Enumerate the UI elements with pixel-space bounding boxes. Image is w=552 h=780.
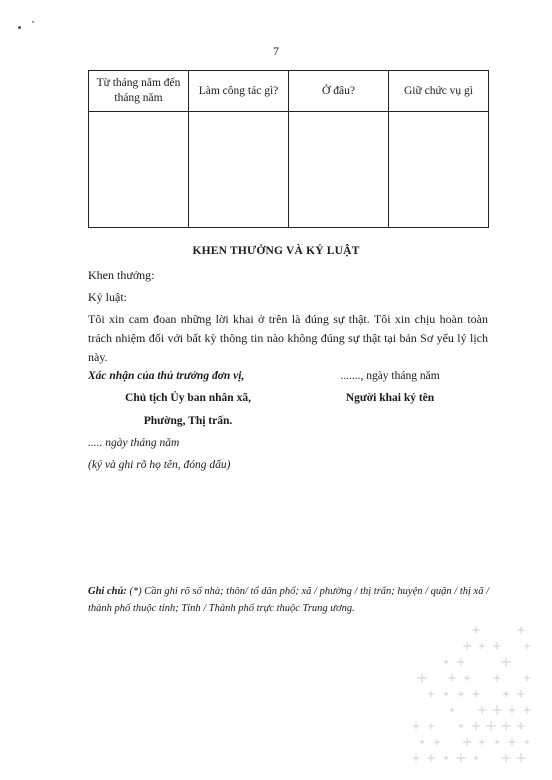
watermark-star xyxy=(444,660,449,665)
table-row xyxy=(89,112,489,228)
commitment-paragraph: Tôi xin cam đoan những lời khai ở trên là đúng sự thật. Tôi xin chịu hoàn toàn trách nhiệm đối với bất kỳ thông tin nào không đúng sự thật tại bản Sơ yếu lý lịch này. xyxy=(88,312,488,364)
declarant-signature-label: Người khai ký tên xyxy=(345,392,435,404)
watermark-star xyxy=(524,643,529,648)
watermark-star xyxy=(458,659,465,666)
left-signature-line3: Phường, Thị trấn. xyxy=(143,415,233,427)
star-pattern-watermark xyxy=(406,622,536,772)
left-signature-line1: Xác nhận của thủ trưởng đơn vị, xyxy=(88,370,245,382)
watermark-star xyxy=(463,642,471,650)
watermark-star xyxy=(524,707,531,714)
section-title: KHEN THƯỞNG VÀ KỶ LUẬT xyxy=(192,245,360,257)
watermark-star xyxy=(517,690,525,698)
page-number: 7 xyxy=(273,44,279,58)
reward-label: Khen thưởng: xyxy=(88,268,155,282)
watermark-star xyxy=(517,626,524,633)
watermark-star xyxy=(525,740,530,745)
table-cell[interactable] xyxy=(289,112,389,228)
left-signature-instruction: (ký và ghi rõ họ tên, đóng dấu) xyxy=(88,459,231,471)
watermark-star xyxy=(417,673,427,683)
watermark-star xyxy=(474,756,478,760)
table-header-position: Giữ chức vụ gì xyxy=(389,71,489,112)
footnote xyxy=(88,583,508,617)
table-header-period: Từ tháng năm đến tháng năm xyxy=(89,71,189,112)
table-cell[interactable] xyxy=(189,112,289,228)
watermark-star xyxy=(486,721,496,731)
right-date-line: ......., ngày tháng năm xyxy=(340,370,440,382)
watermark-star xyxy=(493,642,501,650)
watermark-star xyxy=(494,675,501,682)
watermark-star xyxy=(427,754,435,762)
table-header-place: Ở đâu? xyxy=(289,71,389,112)
watermark-star xyxy=(516,753,525,762)
scan-speck xyxy=(18,26,21,29)
watermark-star xyxy=(434,739,440,745)
left-date-line: ..... ngày tháng năm xyxy=(88,437,180,449)
watermark-star xyxy=(428,723,434,729)
watermark-star xyxy=(463,738,471,746)
watermark-star xyxy=(501,657,511,667)
table-header-work: Làm công tác gì? xyxy=(189,71,289,112)
watermark-star xyxy=(473,691,480,698)
watermark-star xyxy=(472,626,479,633)
discipline-label: Kỷ luật: xyxy=(88,290,127,304)
watermark-star xyxy=(456,753,465,762)
watermark-star xyxy=(458,691,463,696)
watermark-star xyxy=(495,740,499,744)
watermark-star xyxy=(509,707,516,714)
table-cell[interactable] xyxy=(389,112,489,228)
watermark-star xyxy=(413,723,420,730)
watermark-star xyxy=(479,739,485,745)
watermark-star xyxy=(428,691,434,697)
watermark-star xyxy=(503,691,509,697)
watermark-star xyxy=(450,708,455,713)
watermark-star xyxy=(517,722,525,730)
footnote-text: (*) Cần ghi rõ số nhà; thôn/ tổ dân phố; xã / phường / thị trấn; huyện / quận / thị xã / thành phố thuộc tỉnh; Tỉnh / Thành phố trực thuộc Trung ương. xyxy=(88,586,489,614)
watermark-star xyxy=(479,643,485,649)
watermark-star xyxy=(492,705,502,715)
watermark-star xyxy=(448,674,455,681)
watermark-star xyxy=(478,706,486,714)
left-signature-line2: Chủ tịch Ủy ban nhân xã, xyxy=(125,392,251,404)
watermark-star xyxy=(413,755,420,762)
footnote-label: Ghi chú: xyxy=(88,586,127,597)
watermark-star xyxy=(508,738,516,746)
watermark-star xyxy=(502,754,510,762)
table-cell[interactable] xyxy=(89,112,189,228)
watermark-star xyxy=(420,740,424,744)
watermark-star xyxy=(444,756,449,761)
watermark-star xyxy=(459,724,464,729)
work-history-table xyxy=(88,70,489,228)
table-header-row xyxy=(89,71,489,112)
watermark-star xyxy=(464,675,470,681)
watermark-star xyxy=(444,692,448,696)
watermark-star xyxy=(472,722,481,731)
watermark-star xyxy=(524,675,530,681)
scan-speck xyxy=(32,21,34,23)
watermark-star xyxy=(501,721,510,730)
